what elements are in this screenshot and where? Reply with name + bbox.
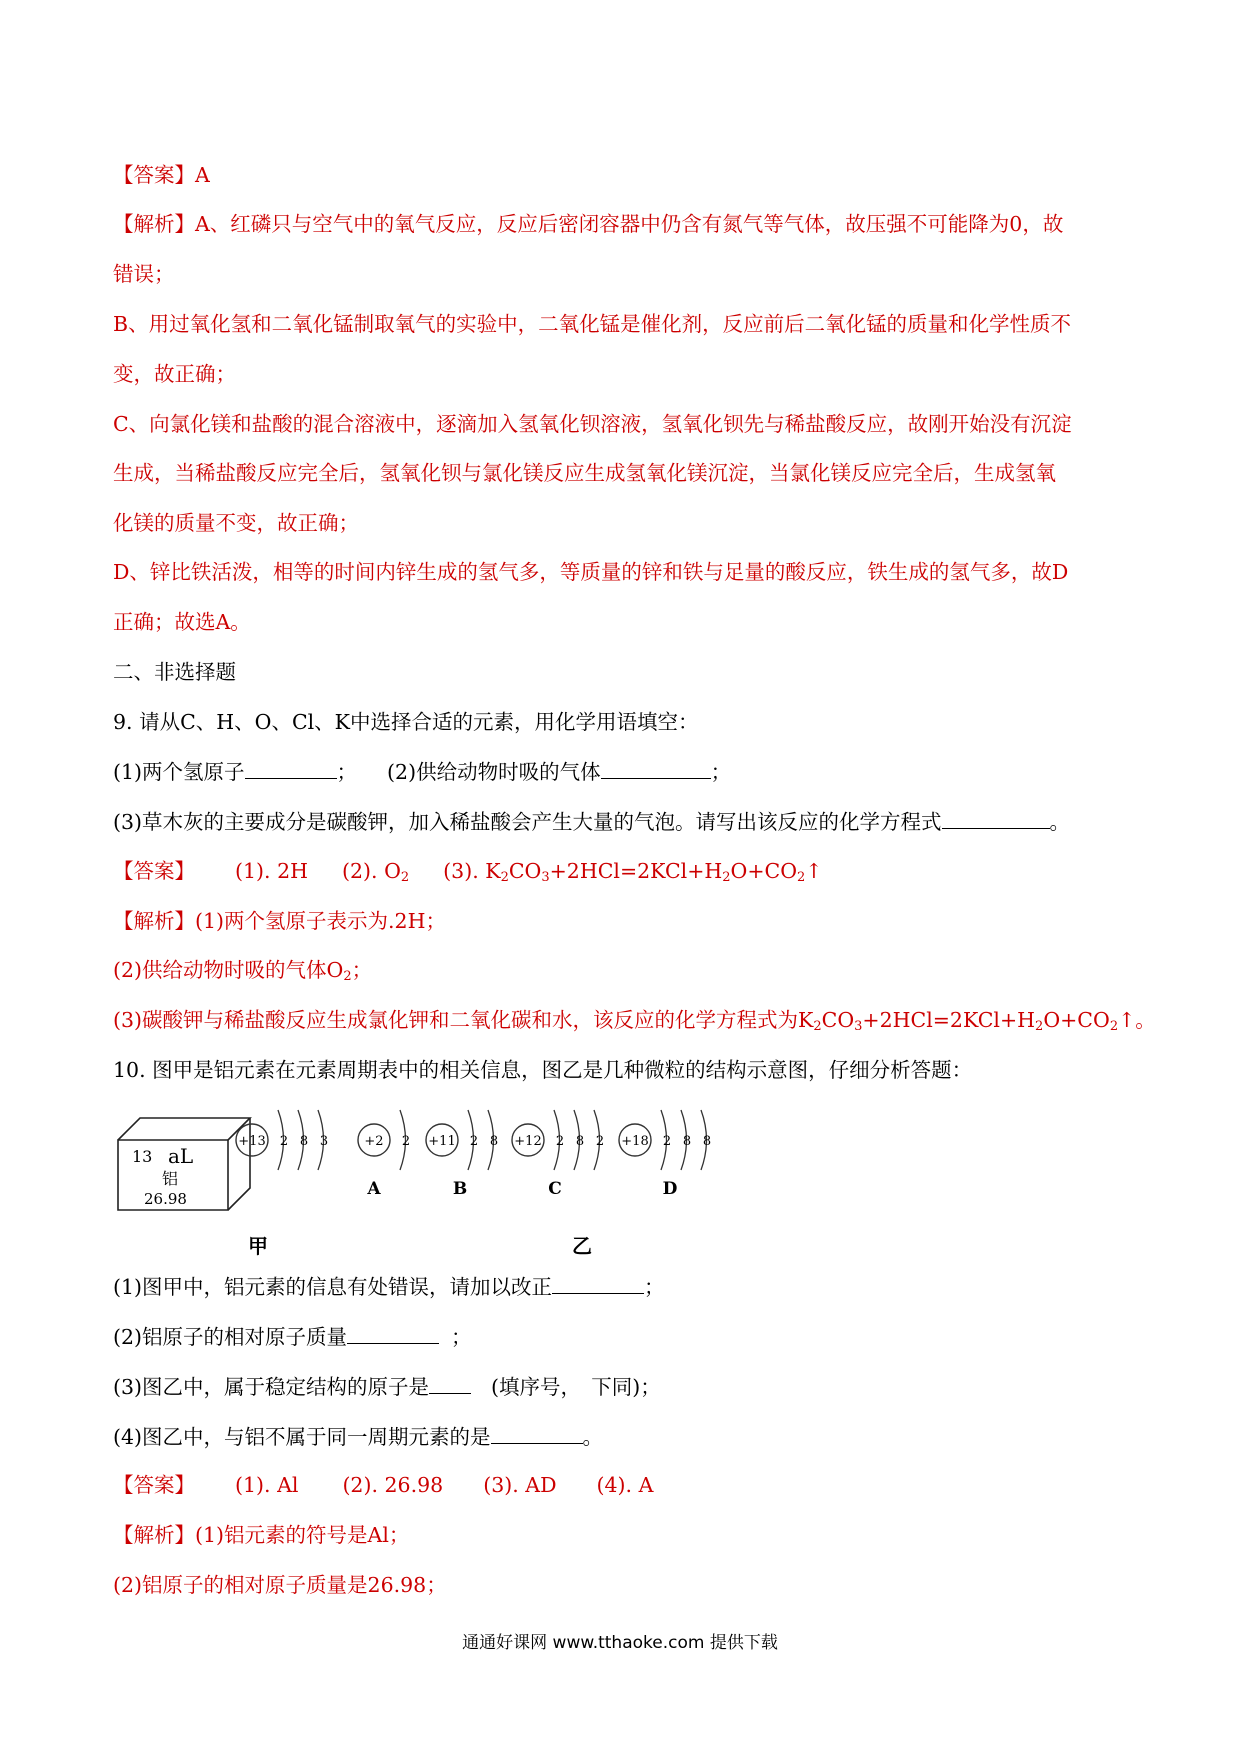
q8-analysis-line5: C、向氯化镁和盐酸的混合溶液中，逐滴加入氢氧化钡溶液，氢氧化钡先与稀盐酸反应，故刚开始没有沉淀	[113, 412, 1072, 436]
q8-analysis-line4: 变，故正确；	[113, 362, 236, 386]
q9-stem: 9. 请从C、H、O、Cl、K中选择合适的元素，用化学用语填空：	[113, 710, 699, 734]
atom-diagram	[619, 1110, 711, 1199]
q8-answer	[113, 160, 210, 190]
q10-part4-text: (4)图乙中，与铝不属于同一周期元素的是	[113, 1425, 491, 1449]
analysis-tag: 【解析】	[113, 212, 195, 236]
subscript: 2	[500, 870, 509, 885]
answer-3: (3). K	[443, 859, 501, 883]
answer-blank	[942, 806, 1050, 829]
structure-diagrams	[110, 1100, 830, 1280]
shell-electron-count: 8	[489, 1134, 499, 1149]
particle-label: B	[452, 1179, 468, 1199]
page-footer: 通通好课网 www.tthaoke.com 提供下载	[462, 1633, 778, 1653]
element-symbol: aL	[168, 1144, 194, 1168]
q10-analysis-1	[113, 1520, 409, 1550]
analysis-tag: 【解析】	[113, 909, 195, 933]
nucleus-charge: +13	[238, 1134, 266, 1149]
atomic-mass: 26.98	[144, 1190, 187, 1208]
element-name: 铝	[162, 1169, 179, 1188]
formula-part: +2HCl=2KCl+H	[862, 1008, 1036, 1032]
subscript: 2	[722, 870, 731, 885]
q10-part2-text: (2)铝原子的相对原子质量	[113, 1325, 348, 1349]
answer-1: (1). Al	[235, 1473, 299, 1497]
analysis-text: (1)两个氢原子表示为.2H；	[195, 909, 446, 933]
q10-part1	[113, 1271, 665, 1302]
nucleus-charge: +2	[364, 1134, 384, 1149]
q9-parts-1-2	[113, 756, 731, 787]
answer-1: (1). 2H	[235, 859, 308, 883]
punct: 。	[582, 1425, 604, 1449]
analysis-text: A、红磷只与空气中的氧气反应，反应后密闭容器中仍含有氮气等气体，故压强不可能降为0，故	[195, 212, 1064, 236]
formula-part: +2HCl=2KCl+H	[549, 859, 723, 883]
formula-part: O+CO	[1043, 1008, 1110, 1032]
q10-part4	[113, 1421, 603, 1452]
atom-diagrams	[236, 1110, 711, 1199]
answer-2: (2). O	[342, 859, 401, 883]
q10-part3	[113, 1371, 661, 1402]
subscript: 2	[400, 870, 410, 885]
shell-electron-count: 2	[401, 1134, 411, 1149]
analysis-text: (3)碳酸钾与稀盐酸反应生成氯化钾和二氧化碳和水，该反应的化学方程式为K	[113, 1008, 814, 1032]
subscript: 2	[1109, 1019, 1119, 1034]
shell-electron-count: 2	[469, 1134, 479, 1149]
answer-blank	[601, 756, 711, 779]
atom-diagram	[512, 1110, 604, 1199]
q8-analysis-line8: D、锌比铁活泼，相等的时间内锌生成的氢气多，等质量的锌和铁与足量的酸反应，铁生成的氢气多，故D	[113, 560, 1069, 584]
subscript: 2	[1035, 1019, 1044, 1034]
subscript: 2	[343, 969, 352, 984]
q9-part1-text: (1)两个氢原子	[113, 760, 245, 784]
shell-electron-count: 3	[319, 1134, 329, 1149]
answer-tag: 【答案】	[113, 1473, 195, 1497]
answer-4: (4). A	[596, 1473, 654, 1497]
answer-2: (2). 26.98	[342, 1473, 444, 1497]
answer-3: (3). AD	[483, 1473, 557, 1497]
shell-electron-count: 2	[279, 1134, 289, 1149]
q10-part1-text: (1)图甲中，铝元素的信息有处错误，请加以改正	[113, 1275, 553, 1299]
answer-tag: 【答案】	[113, 859, 195, 883]
atom-diagram	[358, 1110, 410, 1199]
q10-answer	[113, 1470, 653, 1500]
punct: ；	[644, 1275, 665, 1299]
q9-part3	[113, 806, 1070, 837]
answer-blank	[491, 1421, 583, 1444]
q10-part3-note: (填序号， 下同)；	[491, 1375, 661, 1399]
gas-arrow: ↑	[805, 859, 823, 883]
subscript: 2	[797, 870, 806, 885]
q8-analysis-line7: 化镁的质量不变，故正确；	[113, 511, 359, 535]
particle-label: C	[548, 1179, 562, 1199]
formula-part: CO	[821, 1008, 855, 1032]
particle-label: A	[367, 1179, 381, 1199]
punct: ；	[336, 760, 358, 784]
analysis-text: (1)铝元素的符号是Al；	[195, 1523, 410, 1547]
shell-electron-count: 8	[702, 1134, 712, 1149]
section-heading: 二、非选择题	[113, 660, 236, 684]
shell-electron-count: 2	[555, 1134, 565, 1149]
atomic-number: 13	[132, 1147, 153, 1166]
particle-label: D	[662, 1179, 678, 1199]
punct: ；	[351, 958, 373, 982]
q10-part3-text: (3)图乙中，属于稳定结构的原子是	[113, 1375, 430, 1399]
formula-part: O+CO	[730, 859, 798, 883]
q9-answer	[113, 856, 822, 886]
q10-analysis-2: (2)铝原子的相对原子质量是26.98；	[113, 1573, 447, 1597]
q10-figure	[110, 1100, 830, 1280]
nucleus-charge: +18	[621, 1134, 649, 1149]
answer-blank	[347, 1321, 439, 1344]
q9-part2-text: (2)供给动物时吸的气体	[387, 760, 601, 784]
figure-label-jia: 甲	[248, 1234, 268, 1258]
nucleus-charge: +11	[428, 1134, 456, 1149]
atom-diagram	[426, 1110, 498, 1199]
q8-analysis-line9: 正确；故选A。	[113, 610, 251, 634]
cell-top-face	[118, 1118, 250, 1140]
q8-analysis-line1	[113, 209, 1063, 239]
punct: 。	[1049, 810, 1071, 834]
shell-electron-count: 8	[299, 1134, 309, 1149]
shell-electron-count: 2	[662, 1134, 672, 1149]
q10-stem: 10. 图甲是铝元素在元素周期表中的相关信息，图乙是几种微粒的结构示意图，仔细分析答题：	[113, 1058, 973, 1082]
subscript: 2	[813, 1019, 822, 1034]
subscript: 3	[854, 1019, 863, 1034]
answer-blank	[245, 756, 337, 779]
q9-part3-text: (3)草木灰的主要成分是碳酸钾，加入稀盐酸会产生大量的气泡。请写出该反应的化学方程式	[113, 810, 942, 834]
analysis-tag: 【解析】	[113, 1523, 195, 1547]
q9-analysis-1	[113, 906, 446, 936]
punct: ；	[710, 760, 732, 784]
punct: ↑。	[1118, 1008, 1156, 1032]
nucleus-charge: +12	[514, 1134, 542, 1149]
shell-electron-count: 8	[682, 1134, 692, 1149]
analysis-text: (2)供给动物时吸的气体O	[113, 958, 344, 982]
q10-part2	[113, 1321, 472, 1352]
q9-analysis-2	[113, 955, 372, 985]
answer-tag: 【答案】	[113, 163, 195, 187]
q8-analysis-line2: 错误；	[113, 262, 175, 286]
answer-blank	[552, 1271, 644, 1294]
shell-electron-count: 8	[575, 1134, 585, 1149]
answer-blank	[429, 1371, 471, 1394]
punct: ；	[451, 1325, 472, 1349]
formula-part: CO	[508, 859, 542, 883]
q8-analysis-line3: B、用过氧化氢和二氧化锰制取氧气的实验中，二氧化锰是催化剂，反应前后二氧化锰的质量和化学性质不	[113, 312, 1072, 336]
shell-electron-count: 2	[595, 1134, 605, 1149]
answer-value: A	[195, 163, 210, 187]
q9-analysis-3	[113, 1005, 1156, 1035]
q8-analysis-line6: 生成，当稀盐酸反应完全后，氢氧化钡与氯化镁反应生成氢氧化镁沉淀，当氯化镁反应完全后，生成氢氧	[113, 461, 1056, 485]
subscript: 3	[541, 870, 550, 885]
figure-label-yi: 乙	[572, 1234, 592, 1258]
